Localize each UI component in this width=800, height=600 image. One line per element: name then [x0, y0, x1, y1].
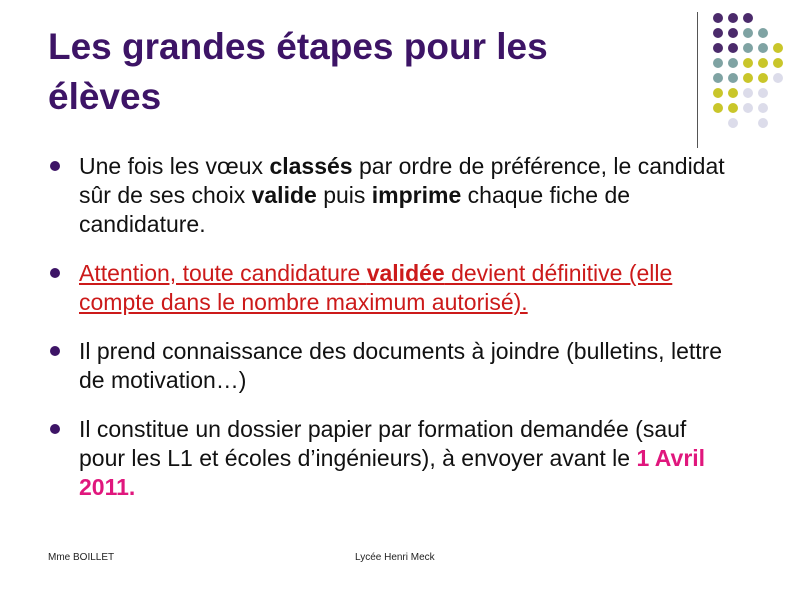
slide-title-line2: élèves — [48, 76, 162, 117]
bold-text-run: classés — [269, 153, 353, 179]
list-item — [48, 415, 738, 502]
decorative-dot-grid-icon — [0, 0, 800, 140]
bullet-icon — [50, 268, 60, 278]
bullet-list — [48, 152, 738, 522]
footer-author: Mme BOILLET — [48, 552, 115, 563]
text-run: Attention, toute candidature — [79, 260, 367, 286]
warning-text — [79, 260, 672, 315]
bullet-icon — [50, 161, 60, 171]
text-run: Il constitue un dossier papier par formation demandée (sauf pour les L1 et écoles d’ingénieurs), à envoyer avant le — [79, 416, 687, 471]
text-run: chaque fiche de candidature. — [79, 182, 631, 237]
bold-text-run: validée — [366, 260, 445, 286]
footer-school: Lycée Henri Meck — [355, 552, 435, 563]
list-item — [48, 337, 738, 395]
bullet-icon — [50, 424, 60, 434]
text-run: puis — [316, 182, 372, 208]
list-item-warning — [48, 259, 738, 317]
bold-text-run: imprime — [371, 182, 462, 208]
text-run: par ordre de préférence, le candidat sûr de ses choix — [79, 153, 725, 208]
bold-text-run: valide — [251, 182, 317, 208]
text-run: devient définitive (elle compte dans le nombre maximum autorisé). — [79, 260, 673, 315]
text-run: Une fois les vœux — [79, 153, 270, 179]
slide-title-line1: Les grandes étapes pour les — [48, 26, 548, 67]
deadline-date: 1 Avril 2011. — [79, 445, 706, 500]
bullet-icon — [50, 346, 60, 356]
list-item — [48, 152, 738, 239]
text-run: Il prend connaissance des documents à joindre (bulletins, lettre de motivation…) — [79, 338, 723, 393]
